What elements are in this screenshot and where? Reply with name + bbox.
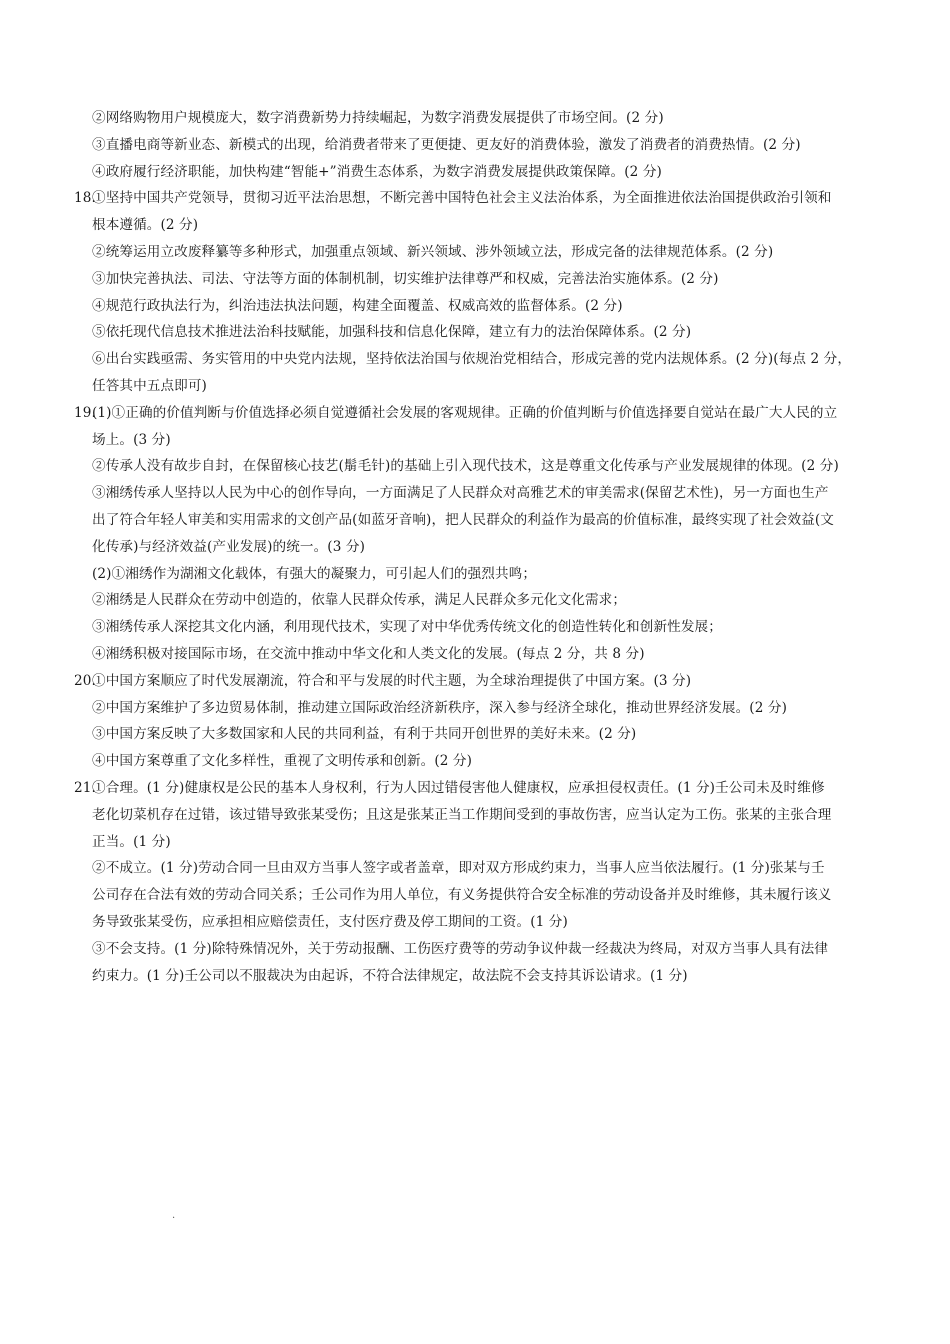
answer-text: 场上。(3 分)	[92, 431, 171, 448]
question-number: 19.	[74, 404, 96, 421]
answer-text: ②网络购物用户规模庞大，数字消费新势力持续崛起，为数字消费发展提供了市场空间。(2 分)	[92, 110, 664, 126]
answer-line	[0, 721, 950, 748]
answer-line	[0, 855, 950, 882]
answer-line	[0, 400, 950, 427]
answer-line	[0, 936, 950, 963]
answer-text: ②统筹运用立改废释纂等多种形式，加强重点领域、新兴领域、涉外领域立法，形成完备的法律规范体系。(2 分)	[92, 243, 774, 260]
answer-line	[0, 266, 950, 293]
answer-line	[0, 212, 950, 239]
answer-text: ④政府履行经济职能，加快构建“智能+”消费生态体系，为数字消费发展提供政策保障。(2 分)	[92, 163, 662, 180]
answer-text: ②传承人没有故步自封，在保留核心技艺(鬅毛针)的基础上引入现代技术，这是尊重文化传承与产业发展规律的体现。(2 分)	[92, 458, 839, 475]
answer-line	[0, 802, 950, 829]
answer-text: ③直播电商等新业态、新模式的出现，给消费者带来了更便捷、更友好的消费体验，激发了消费者的消费热情。(2 分)	[92, 136, 801, 153]
answer-text: 正当。(1 分)	[92, 833, 171, 850]
question-number: 20.	[74, 672, 96, 689]
answer-line	[0, 185, 950, 212]
answer-line	[0, 507, 950, 534]
answer-text: 务导致张某受伤，应承担相应赔偿责任，支付医疗费及停工期间的工资。(1 分)	[92, 913, 568, 930]
answer-line	[0, 963, 950, 990]
answer-line	[0, 561, 950, 588]
answer-text: ②不成立。(1 分)劳动合同一旦由双方当事人签字或者盖章，即对双方形成约束力，当事人应当依法履行。(1 分)张某与壬	[92, 860, 825, 877]
answer-line	[0, 159, 950, 186]
answer-line	[0, 319, 950, 346]
answer-line	[0, 775, 950, 802]
footer-mark: .	[172, 1210, 176, 1221]
answer-text: ③不会支持。(1 分)除特殊情况外，关于劳动报酬、工伤医疗费等的劳动争议仲裁一经裁决为终局，对双方当事人具有法律	[92, 940, 829, 957]
answer-text: 公司存在合法有效的劳动合同关系；壬公司作为用人单位，有义务提供符合安全标准的劳动设备并及时维修，其未履行该义	[92, 887, 832, 904]
answer-text: 化传承)与经济效益(产业发展)的统一。(3 分)	[92, 538, 365, 555]
answer-line	[0, 534, 950, 561]
answer-text: ③加快完善执法、司法、守法等方面的体制机制，切实维护法律尊严和权威，完善法治实施体系。(2 分)	[92, 270, 719, 287]
answer-text: 约束力。(1 分)壬公司以不服裁决为由起诉，不符合法律规定，故法院不会支持其诉讼请求。(1 分)	[92, 967, 688, 984]
answer-line	[0, 427, 950, 454]
answer-text: (2)①湘绣作为湖湘文化载体，有强大的凝聚力，可引起人们的强烈共鸣；	[92, 565, 537, 582]
answer-text: ③湘绣传承人坚持以人民为中心的创作导向，一方面满足了人民群众对高雅艺术的审美需求(保留艺术性)，另一方面也生产	[92, 485, 829, 502]
answer-document	[0, 105, 950, 989]
answer-text: ①中国方案顺应了时代发展潮流，符合和平与发展的时代主题，为全球治理提供了中国方案。(3 分)	[92, 672, 692, 689]
answer-text: ①坚持中国共产党领导，贯彻习近平法治思想，不断完善中国特色社会主义法治体系，为全面推进依法治国提供政治引领和	[92, 190, 832, 207]
question-number: 21.	[74, 779, 96, 796]
answer-line	[0, 587, 950, 614]
answer-text: ⑥出台实践亟需、务实管用的中央党内法规，坚持依法治国与依规治党相结合，形成完善的党内法规体系。(2 分)(每点 2 分，	[92, 351, 852, 368]
answer-line	[0, 480, 950, 507]
answer-text: 老化切菜机存在过错，该过错导致张某受伤；且这是张某正当工作期间受到的事故伤害，应当认定为工伤。张某的主张合理	[92, 806, 832, 823]
answer-text: ④中国方案尊重了文化多样性，重视了文明传承和创新。(2 分)	[92, 753, 473, 770]
answer-text: ③中国方案反映了大多数国家和人民的共同利益，有利于共同开创世界的美好未来。(2 分)	[92, 726, 637, 743]
answer-line	[0, 293, 950, 320]
answer-line	[0, 668, 950, 695]
answer-line	[0, 346, 950, 373]
answer-line	[0, 453, 950, 480]
answer-text: (1)①正确的价值判断与价值选择必须自觉遵循社会发展的客观规律。正确的价值判断与价值选择要自觉站在最广大人民的立	[92, 404, 838, 421]
answer-text: ⑤依托现代信息技术推进法治科技赋能，加强科技和信息化保障，建立有力的法治保障体系。(2 分)	[92, 324, 692, 341]
answer-text: ④湘绣积极对接国际市场，在交流中推动中华文化和人类文化的发展。(每点 2 分，共 8 分)	[92, 645, 645, 662]
answer-line	[0, 239, 950, 266]
answer-line	[0, 695, 950, 722]
answer-text: 任答其中五点即可)	[92, 377, 207, 394]
answer-line	[0, 105, 950, 132]
answer-text: ②湘绣是人民群众在劳动中创造的，依靠人民群众传承，满足人民群众多元化文化需求；	[92, 592, 627, 609]
answer-text: ③湘绣传承人深挖其文化内涵，利用现代技术，实现了对中华优秀传统文化的创造性转化和创新性发展；	[92, 619, 722, 636]
question-number: 18.	[74, 190, 96, 207]
answer-text: 根本遵循。(2 分)	[92, 217, 199, 234]
answer-line	[0, 909, 950, 936]
answer-line	[0, 132, 950, 159]
answer-line	[0, 829, 950, 856]
answer-line	[0, 373, 950, 400]
answer-text: ①合理。(1 分)健康权是公民的基本人身权利，行为人因过错侵害他人健康权，应承担侵权责任。(1 分)壬公司未及时维修	[92, 779, 825, 796]
answer-text: ②中国方案维护了多边贸易体制，推动建立国际政治经济新秩序，深入参与经济全球化，推动世界经济发展。(2 分)	[92, 699, 787, 716]
answer-text: ④规范行政执法行为，纠治违法执法问题，构建全面覆盖、权威高效的监督体系。(2 分)	[92, 297, 623, 314]
answer-line	[0, 614, 950, 641]
answer-line	[0, 641, 950, 668]
answer-line	[0, 748, 950, 775]
answer-line	[0, 882, 950, 909]
answer-text: 出了符合年轻人审美和实用需求的文创产品(如蓝牙音响)，把人民群众的利益作为最高的价值标准，最终实现了社会效益(文	[92, 511, 834, 528]
